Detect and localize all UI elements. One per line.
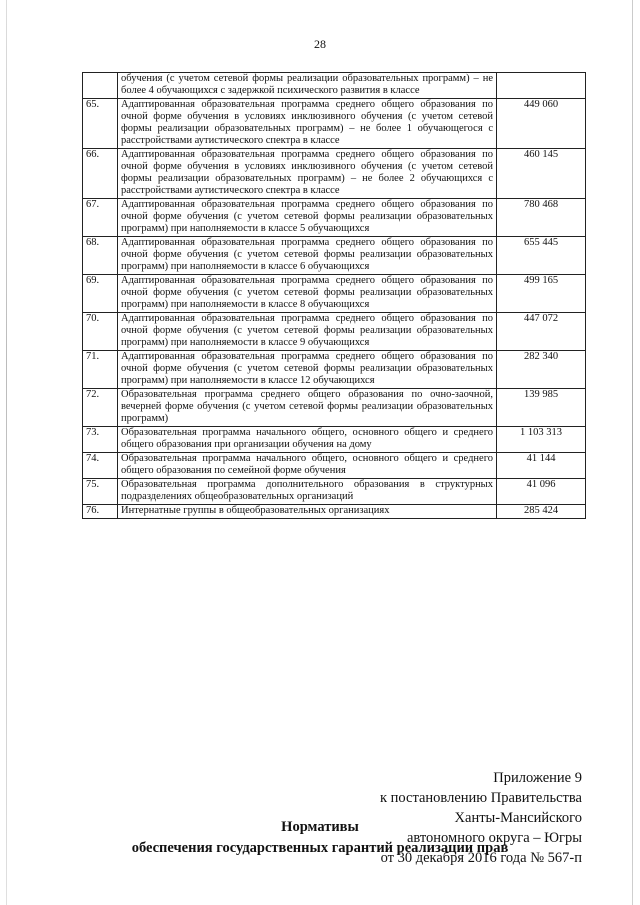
row-number: 67. xyxy=(83,199,118,237)
row-value: 41 144 xyxy=(497,453,586,479)
table-row xyxy=(83,275,586,313)
row-description: Адаптированная образовательная программа среднего общего образования по очной форме обучения в условиях инклюзивного обучения (с учетом сетевой формы реализации образовательных программ) – не более 2 обучающихся с расстройствами аутистического спектра в классе xyxy=(118,149,497,199)
row-number: 72. xyxy=(83,389,118,427)
row-number: 70. xyxy=(83,313,118,351)
table-row xyxy=(83,149,586,199)
appendix-resolution-ref: к постановлению Правительства xyxy=(380,790,582,806)
appendix-okrug: автономного округа – Югры xyxy=(406,830,582,846)
table-row xyxy=(83,479,586,505)
row-value: 780 468 xyxy=(497,199,586,237)
row-value: 41 096 xyxy=(497,479,586,505)
title-line-1: Нормативы xyxy=(281,819,359,835)
row-number: 69. xyxy=(83,275,118,313)
row-number xyxy=(83,73,118,99)
row-description: Образовательная программа начального общего, основного общего и среднего общего образования по семейной форме обучения xyxy=(118,453,497,479)
row-number: 74. xyxy=(83,453,118,479)
table-row xyxy=(83,199,586,237)
table-row xyxy=(83,99,586,149)
row-value: 655 445 xyxy=(497,237,586,275)
scan-edge-left xyxy=(6,0,7,905)
appendix-date: от 30 декабря 2016 года № 567-п xyxy=(380,850,582,866)
scan-edge-right xyxy=(632,0,633,905)
table-row xyxy=(83,351,586,389)
row-value xyxy=(497,73,586,99)
row-value: 285 424 xyxy=(497,505,586,519)
page-number: 28 xyxy=(314,37,326,51)
row-description: обучения (с учетом сетевой формы реализации образовательных программ) – не более 4 обучающихся с задержкой психического развития в классе xyxy=(118,73,497,99)
row-description: Адаптированная образовательная программа среднего общего образования по очной форме обучения в условиях инклюзивного обучения (с учетом сетевой формы реализации образовательных программ) – не более 1 обучающегося с расстройствами аутистического спектра в классе xyxy=(118,99,497,149)
table-row xyxy=(83,313,586,351)
row-number: 68. xyxy=(83,237,118,275)
appendix-region: Ханты-Мансийского xyxy=(454,810,582,826)
row-description: Адаптированная образовательная программа среднего общего образования по очной форме обучения (с учетом сетевой формы реализации образовательных программ) при наполняемости в классе 9 обучающихся xyxy=(118,313,497,351)
table-row xyxy=(83,505,586,519)
row-value: 499 165 xyxy=(497,275,586,313)
row-value: 282 340 xyxy=(497,351,586,389)
row-description: Адаптированная образовательная программа среднего общего образования по очной форме обучения (с учетом сетевой формы реализации образовательных программ) при наполняемости в классе 12 обучающихся xyxy=(118,351,497,389)
standards-table xyxy=(82,72,586,519)
table-row xyxy=(83,237,586,275)
row-number: 73. xyxy=(83,427,118,453)
row-value: 447 072 xyxy=(497,313,586,351)
title-line-2: обеспечения государственных гарантий реализации прав xyxy=(131,840,509,856)
appendix-number: Приложение 9 xyxy=(493,770,582,786)
row-value: 460 145 xyxy=(497,149,586,199)
row-description: Образовательная программа дополнительного образования в структурных подразделениях общеобразовательных организаций xyxy=(118,479,497,505)
row-number: 76. xyxy=(83,505,118,519)
row-number: 66. xyxy=(83,149,118,199)
row-description: Адаптированная образовательная программа среднего общего образования по очной форме обучения (с учетом сетевой формы реализации образовательных программ) при наполняемости в классе 6 обучающихся xyxy=(118,237,497,275)
table-row xyxy=(83,427,586,453)
table-row xyxy=(83,73,586,99)
row-description: Интернатные группы в общеобразовательных организациях xyxy=(118,505,497,519)
row-number: 65. xyxy=(83,99,118,149)
row-description: Образовательная программа среднего общего образования по очно-заочной, вечерней форме обучения (с учетом сетевой формы реализации образовательных программ) xyxy=(118,389,497,427)
row-value: 139 985 xyxy=(497,389,586,427)
row-number: 75. xyxy=(83,479,118,505)
row-number: 71. xyxy=(83,351,118,389)
row-description: Адаптированная образовательная программа среднего общего образования по очной форме обучения (с учетом сетевой формы реализации образовательных программ) при наполняемости в классе 5 обучающихся xyxy=(118,199,497,237)
row-description: Образовательная программа начального общего, основного общего и среднего общего образования при организации обучения на дому xyxy=(118,427,497,453)
row-value: 1 103 313 xyxy=(497,427,586,453)
document-title xyxy=(0,817,640,859)
table-row xyxy=(83,453,586,479)
row-description: Адаптированная образовательная программа среднего общего образования по очной форме обучения (с учетом сетевой формы реализации образовательных программ) при наполняемости в классе 8 обучающихся xyxy=(118,275,497,313)
table-row xyxy=(83,389,586,427)
row-value: 449 060 xyxy=(497,99,586,149)
